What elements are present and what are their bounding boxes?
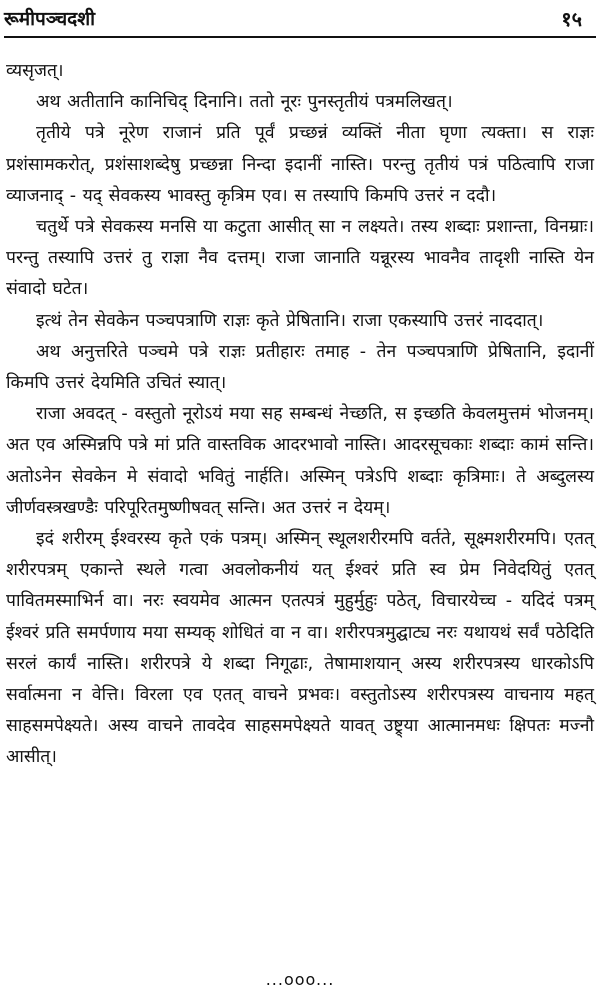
paragraph-continuation: व्यसृजत्। bbox=[6, 61, 64, 81]
paragraph: राजा अवदत् - वस्तुतो नूरोऽयं मया सह सम्बन्धं नेच्छति, स इच्छति केवलमुत्तमं भोजनम्। अत एव अस्मिन्नपि पत्रे मां प्रति वास्तविक आदरभावो नास्ति। आदरसूचकाः शब्दाः कामं सन्ति। अतोऽनेन सेवकेन मे संवादो भवितुं नार्हति। अस्मिन् पत्रेऽपि शब्दाः कृत्रिमाः। ते अब्दुलस्य जीर्णवस्त्रखण्डैः परिपूरितमुष्णीषवत् सन्ति। अत उत्तरं न देयम्। bbox=[6, 404, 594, 518]
paragraph: अथ अतीतानि कानिचिद् दिनानि। ततो नूरः पुनस्तृतीयं पत्रमलिखत्। bbox=[36, 92, 453, 113]
page-number: १५ bbox=[561, 6, 582, 31]
paragraph: तृतीये पत्रे नूरेण राजानं प्रति पूर्वं प्रच्छन्नं व्यक्तिं नीता घृणा त्यक्ता। स राज्ञः प्रशंसामकरोत्, प्रशंसाशब्देषु प्रच्छन्ना निन्दा इदानीं नास्ति। परन्तु तृतीयं पत्रं पठित्वापि राजा व्याजनाद् - यद् सेवकस्य भावस्तु कृत्रिम एव। स तस्यापि किमपि उत्तरं न ददौ। bbox=[6, 123, 594, 206]
running-header bbox=[4, 0, 596, 38]
paragraph: इदं शरीरम् ईश्वरस्य कृते एकं पत्रम्। अस्मिन् स्थूलशरीरमपि वर्तते, सूक्ष्मशरीरमपि। एतत् शरीरपत्रम् एकान्ते स्थले गत्वा अवलोकनीयं यत् ईश्वरं प्रति स्व प्रेम निवेदयितुं एतत् पावितमस्माभिर्न वा। नरः स्वयमेव आत्मन एतत्पत्रं मुहुर्मुहुः पठेत्, विचारयेच्च - यदिदं पत्रम् ईश्वरं प्रति समर्पणाय मया सम्यक् शोधितं वा न वा। शरीरपत्रमुद्घाट्य नरः यथायथं सर्वं पठेदिति सरलं कार्यं नास्ति। शरीरपत्रे ये शब्दा निगूढाः, तेषामाशयान् अस्य शरीरपत्रस्य धारकोऽपि सर्वात्मना न वेत्ति। विरला एव एतत् वाचने प्रभवः। वस्तुतोऽस्य शरीरपत्रस्य वाचनाय महत् साहसमपेक्ष्यते। अस्य वाचने तावदेव साहसमपेक्ष्यते यावत् उष्ट्र्या आत्मानमधः क्षिपतः मज्नौ आसीत्। bbox=[6, 529, 594, 768]
paragraph: चतुर्थे पत्रे सेवकस्य मनसि या कटुता आसीत् सा न लक्ष्यते। तस्य शब्दाः प्रशान्ता, विनम्राः। परन्तु तस्यापि उत्तरं तु राज्ञा नैव दत्तम्। राजा जानाति यन्नूरस्य भावनैव तादृशी नास्ति येन संवादो घटेत। bbox=[6, 217, 594, 300]
paragraph: इत्थं तेन सेवकेन पञ्चपत्राणि राज्ञः कृते प्रेषितानि। राजा एकस्यापि उत्तरं नाददात्। bbox=[36, 310, 544, 331]
paragraph: अथ अनुत्तरिते पञ्चमे पत्रे राज्ञः प्रतीहारः तमाह - तेन पञ्चपत्राणि प्रेषितानि, इदानीं किमपि उत्तरं देयमिति उचितं स्यात्। bbox=[6, 341, 594, 394]
body-text bbox=[6, 56, 594, 774]
book-title: रूमीपञ्चदशी bbox=[4, 8, 96, 30]
section-end-mark: ...ooo... bbox=[265, 970, 335, 989]
